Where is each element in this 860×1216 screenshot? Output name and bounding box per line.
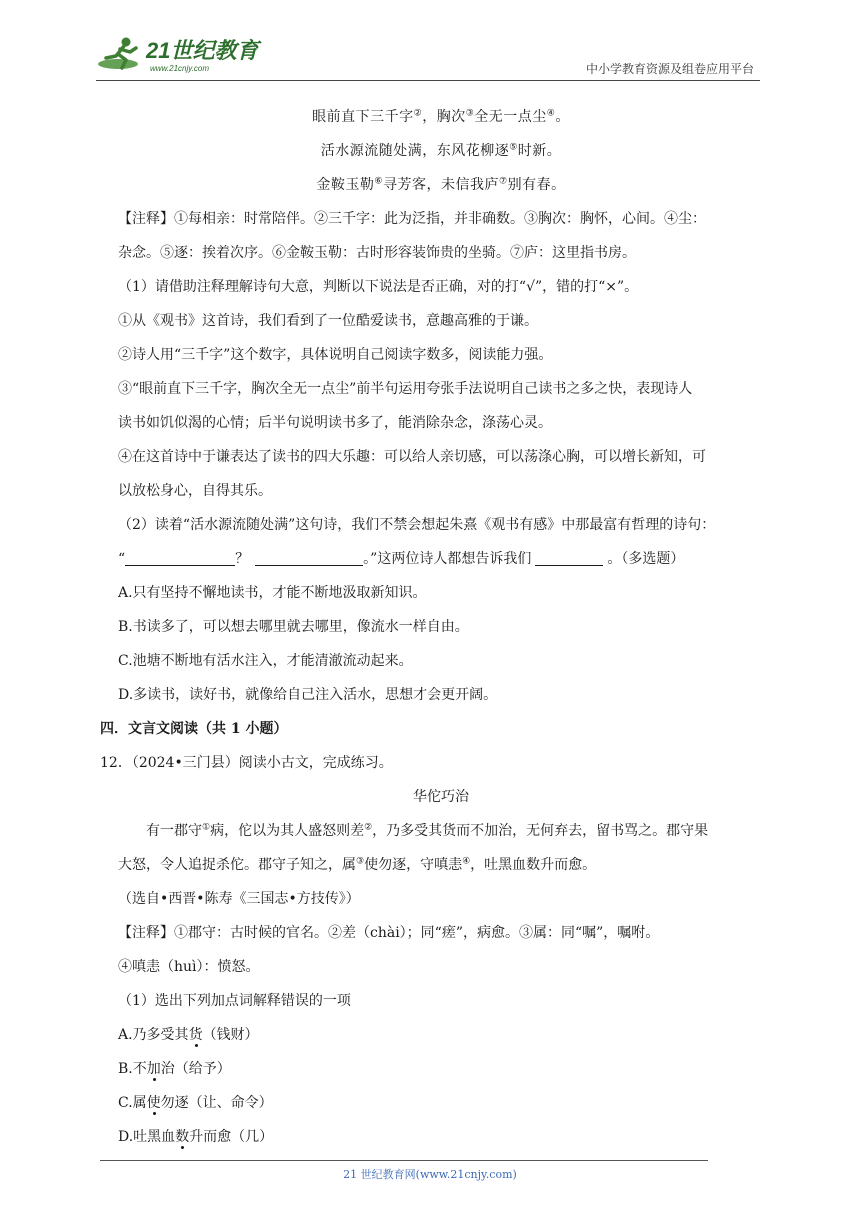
passage-note-line-1: 【注释】①郡守：古时候的官名。②差（chài）；同“瘥”，病愈。③属：同“嘱”，嘱咐。 [118,925,660,941]
statement-3-line-2: 读书如饥似渴的心情；后半句说明读书多了，能消除杂念，涤荡心灵。 [118,415,552,431]
passage-title: 华佗巧治 [413,789,469,805]
answer-blank-1[interactable] [125,547,235,566]
runner-logo-icon [96,34,276,74]
site-logo[interactable] [96,34,276,74]
option-c[interactable]: C.池塘不断地有活水注入，才能清澈流动起来。 [118,653,413,669]
sub-question-1: （1）选出下列加点词解释错误的一项 [118,993,351,1009]
section-heading: 四．文言文阅读（共 1 小题） [100,721,288,737]
passage-note-line-2: ④嗔恚（huì）：愤怒。 [118,959,260,975]
logo-text: 21世纪教育 [146,38,259,63]
option-a[interactable]: A.只有坚持不懈地读书，才能不断地汲取新知识。 [118,585,427,601]
option-b[interactable]: B.书读多了，可以想去哪里就去哪里，像流水一样自由。 [118,619,469,635]
answer-blank-3[interactable] [535,547,603,566]
dotted-word: 货 [188,1027,203,1043]
option-d[interactable]: D.多读书，读好书，就像给自己注入活水，思想才会更开阔。 [118,687,498,703]
passage-line-2: 大怒，令人追捉杀佗。郡守子知之，属③使勿逐，守嗔恚④，吐黑血数升而愈。 [118,856,597,873]
poem-note-line-1: 【注释】①每相亲：时常陪伴。②三千字：此为泛指，并非确数。③胸次：胸怀，心间。④尘： [118,211,706,227]
poem-line-3: 金鞍玉勒⑥寻芳客，未信我庐⑦别有春。 [316,176,566,193]
platform-label: 中小学教育资源及组卷应用平台 [585,62,754,76]
statement-4-line-2: 以放松身心，自得其乐。 [118,483,272,499]
choice-d[interactable]: D.吐黑血数升而愈（几） [118,1129,274,1145]
question-2-fill-line: “ ？ 。”这两位诗人都想告诉我们 。（多选题） [118,542,764,576]
dotted-word: 使 [146,1095,161,1111]
question-2-prompt: （2）读着“活水源流随处满”这句诗，我们不禁会想起朱熹《观书有感》中那最富有哲理的诗句： [118,517,716,533]
passage-line-1: 有一郡守①病，佗以为其人盛怒则差②，乃多受其货而不加治，无何弃去，留书骂之。郡守果 [146,822,709,839]
statement-4-line-1: ④在这首诗中于谦表达了读书的四大乐趣：可以给人亲切感，可以荡涤心胸，可以增长新知，可 [118,449,706,465]
choice-c[interactable]: C.属使勿逐（让、命令） [118,1095,273,1111]
question-1-prompt: （1）请借助注释理解诗句大意，判断以下说法是否正确，对的打“√”，错的打“×”。 [118,279,639,295]
dotted-word: 数 [175,1129,190,1145]
statement-1: ①从《观书》这首诗，我们看到了一位酷爱读书，意趣高雅的于谦。 [118,313,538,329]
document-body [100,100,764,1154]
statement-2: ②诗人用“三千字”这个数字，具体说明自己阅读字数多，阅读能力强。 [118,347,553,363]
poem-line-1: 眼前直下三千字②，胸次③全无一点尘④。 [312,108,570,125]
passage-source: （选自•西晋•陈寿《三国志•方技传》） [118,891,360,907]
footer-link[interactable]: 21 世纪教育网(www.21cnjy.com) [343,1168,517,1181]
dotted-word: 加 [146,1061,161,1077]
page-header [96,30,760,81]
answer-blank-2[interactable] [255,547,363,566]
logo-url: www.21cnjy.com [150,64,209,73]
question-12-header: 12．（2024•三门县）阅读小古文，完成练习。 [100,755,393,771]
poem-line-2: 活水源流随处满，东风花柳逐⑤时新。 [320,142,562,159]
poem-note-line-2: 杂念。⑤逐：挨着次序。⑥金鞍玉勒：古时形容装饰贵的坐骑。⑦庐：这里指书房。 [118,245,636,261]
choice-a[interactable]: A.乃多受其货（钱财） [118,1027,259,1043]
choice-b[interactable]: B.不加治（给予） [118,1061,231,1077]
statement-3-line-1: ③“眼前直下三千字，胸次全无一点尘”前半句运用夸张手法说明自己读书之多之快，表现诗人 [118,381,693,397]
footer-divider [100,1160,708,1161]
